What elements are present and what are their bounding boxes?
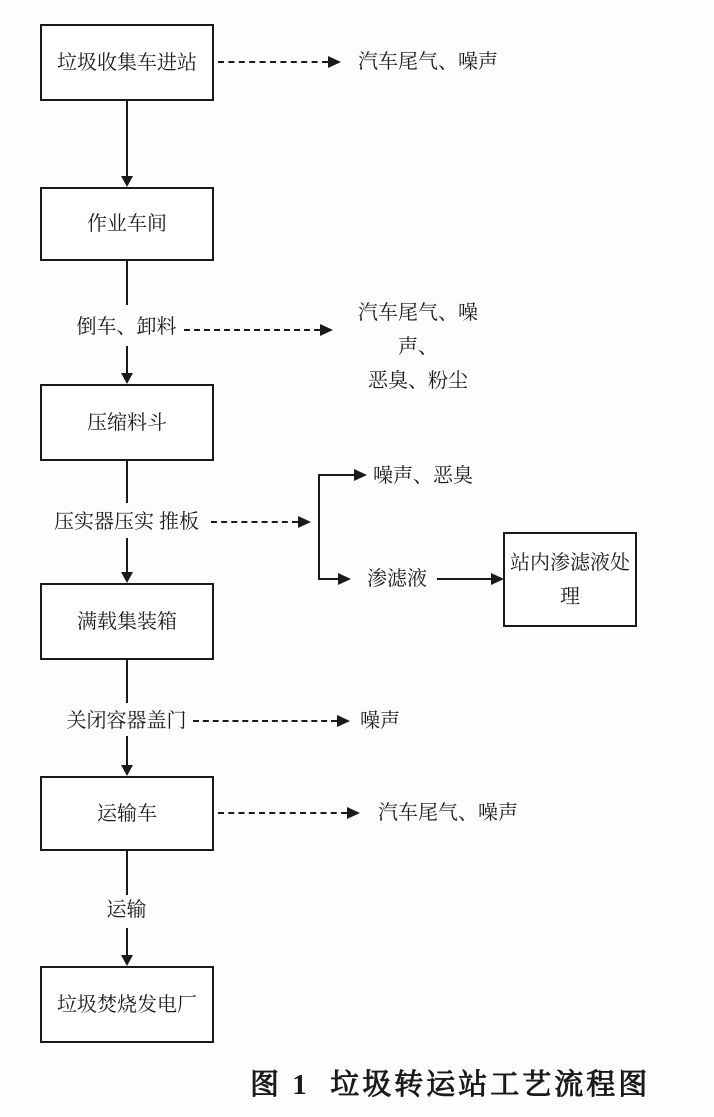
arrowhead-right-leachate xyxy=(491,573,504,585)
arrowhead-right-branch-top xyxy=(354,469,367,481)
branch-line-bottom xyxy=(318,578,338,580)
arrowhead-right-3 xyxy=(298,516,311,528)
emission-exhaust-noise-odor-dust xyxy=(345,296,491,398)
emission-noise: 噪声 xyxy=(360,710,400,732)
leachate-arrow-line xyxy=(437,578,491,580)
emission-leachate: 渗滤液 xyxy=(367,568,427,590)
process-box-workshop: 作业车间 xyxy=(40,187,214,261)
emission-exhaust-noise-2: 汽车尾气、噪声 xyxy=(378,802,518,824)
process-box-incineration-plant: 垃圾焚烧发电厂 xyxy=(40,966,214,1043)
step-label-reverse-unload: 倒车、卸料 xyxy=(56,312,197,342)
flow-line-1 xyxy=(126,101,128,176)
arrowhead-down-2 xyxy=(121,373,133,384)
flow-line-2a xyxy=(126,261,128,305)
arrowhead-right-branch-bottom xyxy=(338,573,351,585)
emission-arrow-4 xyxy=(193,720,337,722)
step-label-close-lid: 关闭容器盖门 xyxy=(56,706,197,736)
arrowhead-right-2 xyxy=(320,324,333,336)
emission-line-2: 恶臭、粉尘 xyxy=(368,370,468,392)
flow-line-2b xyxy=(126,346,128,373)
emission-arrow-5 xyxy=(218,812,347,814)
arrowhead-down-5 xyxy=(121,955,133,966)
process-box-transport-truck: 运输车 xyxy=(40,776,214,851)
branch-bracket-line xyxy=(318,474,320,580)
flow-line-4b xyxy=(126,736,128,765)
emission-arrow-3 xyxy=(211,521,298,523)
figure-caption: 图 1 垃圾转运站工艺流程图 xyxy=(250,1069,651,1101)
arrowhead-right-4 xyxy=(337,715,350,727)
process-box-compression-hopper: 压缩料斗 xyxy=(40,384,214,461)
branch-line-top xyxy=(318,474,354,476)
flow-line-3b xyxy=(126,538,128,572)
arrowhead-down-1 xyxy=(121,176,133,187)
process-box-leachate-treatment: 站内渗滤液处理 xyxy=(503,532,637,627)
flow-line-4a xyxy=(126,660,128,703)
arrowhead-down-4 xyxy=(121,765,133,776)
arrowhead-right-1 xyxy=(328,56,341,68)
step-label-compactor-push: 压实器压实 推板 xyxy=(46,507,207,537)
emission-arrow-2 xyxy=(184,329,320,331)
arrowhead-right-5 xyxy=(347,807,360,819)
emission-line-1: 汽车尾气、噪声、 xyxy=(358,302,478,358)
emission-exhaust-noise-1: 汽车尾气、噪声 xyxy=(358,51,498,73)
flow-line-3a xyxy=(126,461,128,503)
process-box-loaded-container: 满载集装箱 xyxy=(40,583,214,660)
flow-line-5a xyxy=(126,851,128,896)
arrowhead-down-3 xyxy=(121,572,133,583)
process-box-truck-entry: 垃圾收集车进站 xyxy=(40,24,214,101)
flow-line-5b xyxy=(126,928,128,955)
emission-noise-odor: 噪声、恶臭 xyxy=(373,465,473,487)
step-label-transport: 运输 xyxy=(86,895,167,925)
emission-arrow-1 xyxy=(218,61,328,63)
